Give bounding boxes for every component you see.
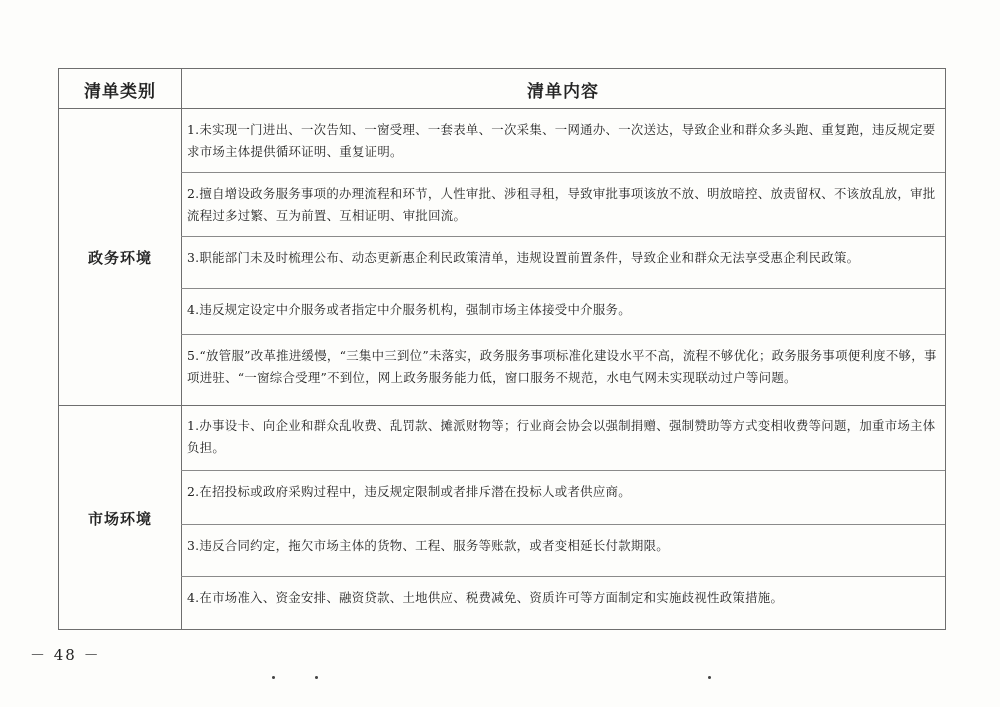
- list-item: 1.办事设卡、向企业和群众乱收费、乱罚款、摊派财物等；行业商会协会以强制捐赠、强制赞助等方式变相收费等问题，加重市场主体负担。: [181, 405, 945, 471]
- policy-list-table: [58, 68, 946, 630]
- table-header-row: [59, 69, 945, 109]
- scan-speck: [272, 676, 275, 679]
- category-market-environment: 市场环境: [87, 509, 152, 528]
- list-item: 2.擅自增设政务服务事项的办理流程和环节，人性审批、涉租寻租，导致审批事项该放不放、明放暗控、放责留权、不该放乱放，审批流程过多过繁、互为前置、互相证明、审批回流。: [181, 173, 945, 237]
- list-item: 2.在招投标或政府采购过程中，违反规定限制或者排斥潜在投标人或者供应商。: [181, 471, 945, 525]
- page-number: － 48 －: [30, 646, 101, 664]
- scan-speck: [708, 676, 711, 679]
- list-item: 3.职能部门未及时梳理公布、动态更新惠企利民政策清单，违规设置前置条件，导致企业和群众无法享受惠企利民政策。: [181, 237, 945, 289]
- list-item: 4.违反规定设定中介服务或者指定中介服务机构，强制市场主体接受中介服务。: [181, 289, 945, 335]
- list-item: 5.“放管服”改革推进缓慢，“三集中三到位”未落实，政务服务事项标准化建设水平不高，流程不够优化；政务服务事项便利度不够，事项进驻、“一窗综合受理”不到位，网上政务服务能力低，窗口服务不规范，水电气网未实现联动过户等问题。: [187, 348, 937, 385]
- header-category: 清单类别: [84, 81, 156, 102]
- category-government-environment: 政务环境: [87, 248, 152, 267]
- list-item: 1.未实现一门进出、一次告知、一窗受理、一套表单、一次采集、一网通办、一次送达，导致企业和群众多头跑、重复跑，违反规定要求市场主体提供循环证明、重复证明。: [181, 109, 945, 173]
- header-content: 清单内容: [527, 81, 599, 102]
- list-item: 4.在市场准入、资金安排、融资贷款、土地供应、税费减免、资质许可等方面制定和实施歧视性政策措施。: [187, 590, 784, 605]
- scan-speck: [315, 676, 318, 679]
- list-item: 3.违反合同约定，拖欠市场主体的货物、工程、服务等账款，或者变相延长付款期限。: [181, 525, 945, 577]
